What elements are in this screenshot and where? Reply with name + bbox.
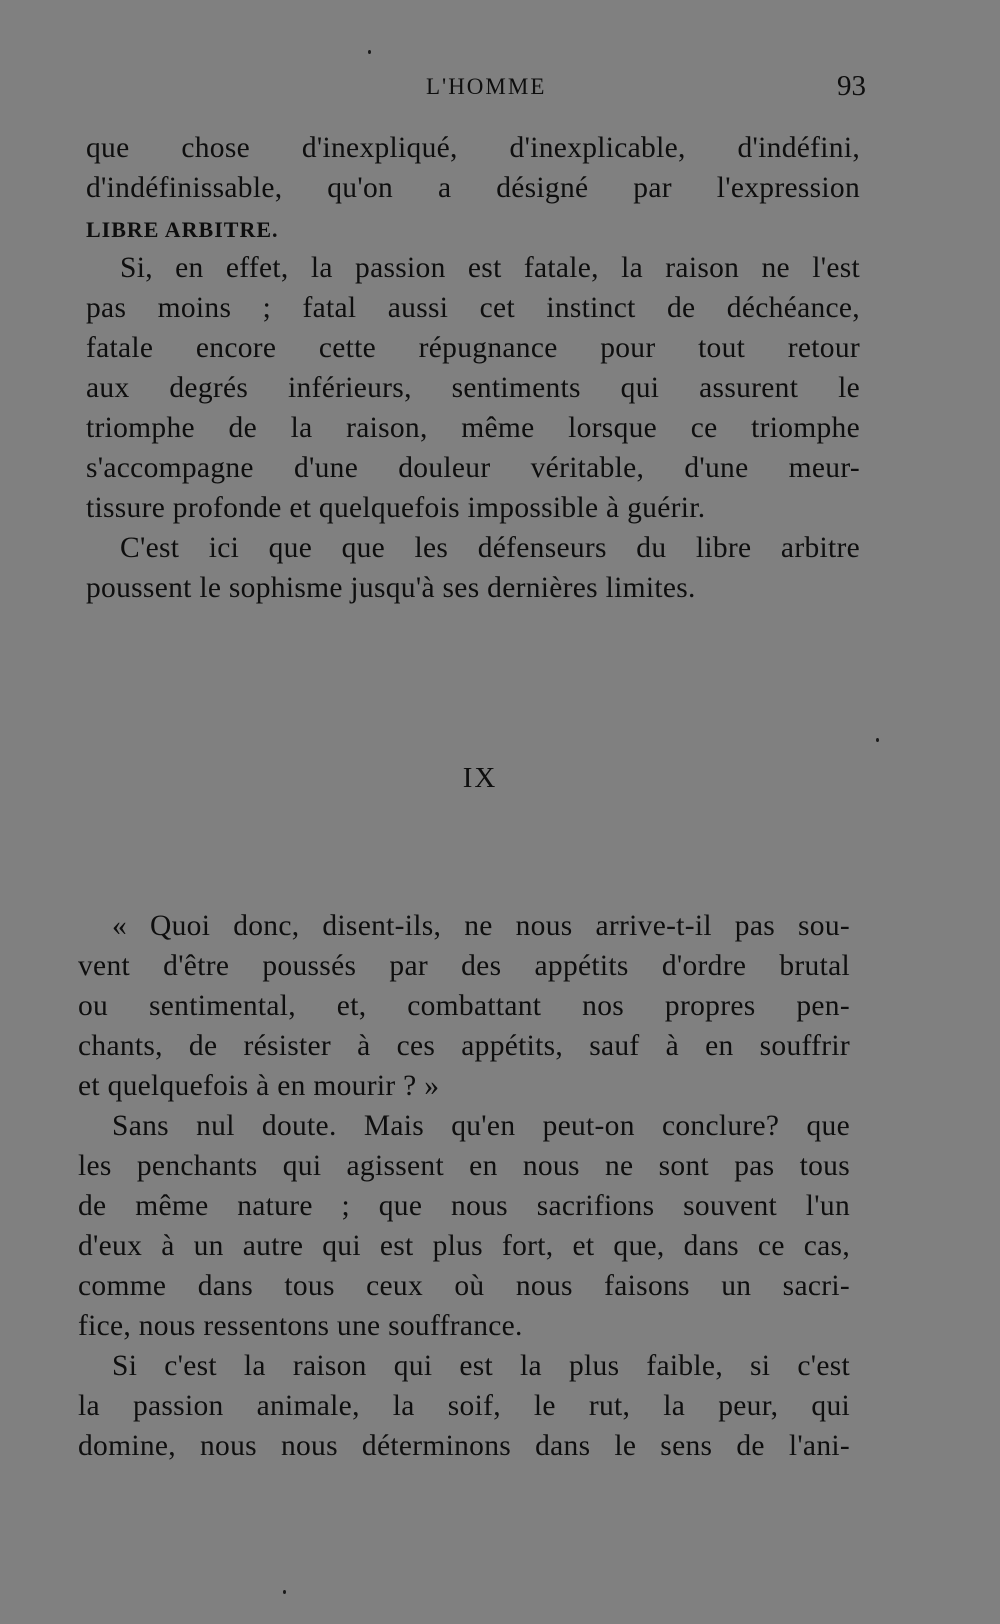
text-line: domine, nous nous déterminons dans le sens de l'ani- xyxy=(78,1430,850,1462)
text-line: chants, de résister à ces appétits, sauf à en souffrir xyxy=(78,1030,850,1062)
text-line: poussent le sophisme jusqu'à ses dernières limites. xyxy=(86,572,696,604)
text-line: d'eux à un autre qui est plus fort, et que, dans ce cas, xyxy=(78,1230,850,1262)
text-line: et quelquefois à en mourir ? » xyxy=(78,1070,440,1102)
section-number: IX xyxy=(462,762,498,794)
text-line: s'accompagne d'une douleur véritable, d'une meur- xyxy=(86,452,860,484)
text-line: aux degrés inférieurs, sentiments qui assurent le xyxy=(86,372,860,404)
ink-speck xyxy=(283,1590,286,1594)
text-line: pas moins ; fatal aussi cet instinct de déchéance, xyxy=(86,292,860,324)
text-line: triomphe de la raison, même lorsque ce triomphe xyxy=(86,412,860,444)
text-line: « Quoi donc, disent-ils, ne nous arrive-t-il pas sou- xyxy=(112,910,850,942)
text-line: fice, nous ressentons une souffrance. xyxy=(78,1310,523,1342)
text-line: fatale encore cette répugnance pour tout retour xyxy=(86,332,860,364)
text-line: tissure profonde et quelquefois impossible à guérir. xyxy=(86,492,706,524)
ink-speck xyxy=(876,738,879,742)
text-line: Si, en effet, la passion est fatale, la raison ne l'est xyxy=(120,252,860,284)
text-line: que chose d'inexpliqué, d'inexplicable, d'indéfini, xyxy=(86,132,860,164)
text-line: d'indéfinissable, qu'on a désigné par l'expression xyxy=(86,172,860,204)
text-line: C'est ici que que les défenseurs du libre arbitre xyxy=(120,532,860,564)
running-title: L'HOMME xyxy=(426,74,547,99)
page-number: 93 xyxy=(837,70,866,102)
text-line: la passion animale, la soif, le rut, la peur, qui xyxy=(78,1390,850,1422)
ink-speck xyxy=(368,50,371,54)
text-line xyxy=(86,208,860,248)
text-line: comme dans tous ceux où nous faisons un sacri- xyxy=(78,1270,850,1302)
text-line: Si c'est la raison qui est la plus faible, si c'est xyxy=(112,1350,850,1382)
text-line: vent d'être poussés par des appétits d'ordre brutal xyxy=(78,950,850,982)
text-line: ou sentimental, et, combattant nos propres pen- xyxy=(78,990,850,1022)
page-header xyxy=(0,70,1000,110)
libre-arbitre-term: LIBRE ARBITRE. xyxy=(86,217,279,242)
text-line: les penchants qui agissent en nous ne sont pas tous xyxy=(78,1150,850,1182)
text-line: Sans nul doute. Mais qu'en peut-on conclure? que xyxy=(112,1110,850,1142)
text-line: de même nature ; que nous sacrifions souvent l'un xyxy=(78,1190,850,1222)
